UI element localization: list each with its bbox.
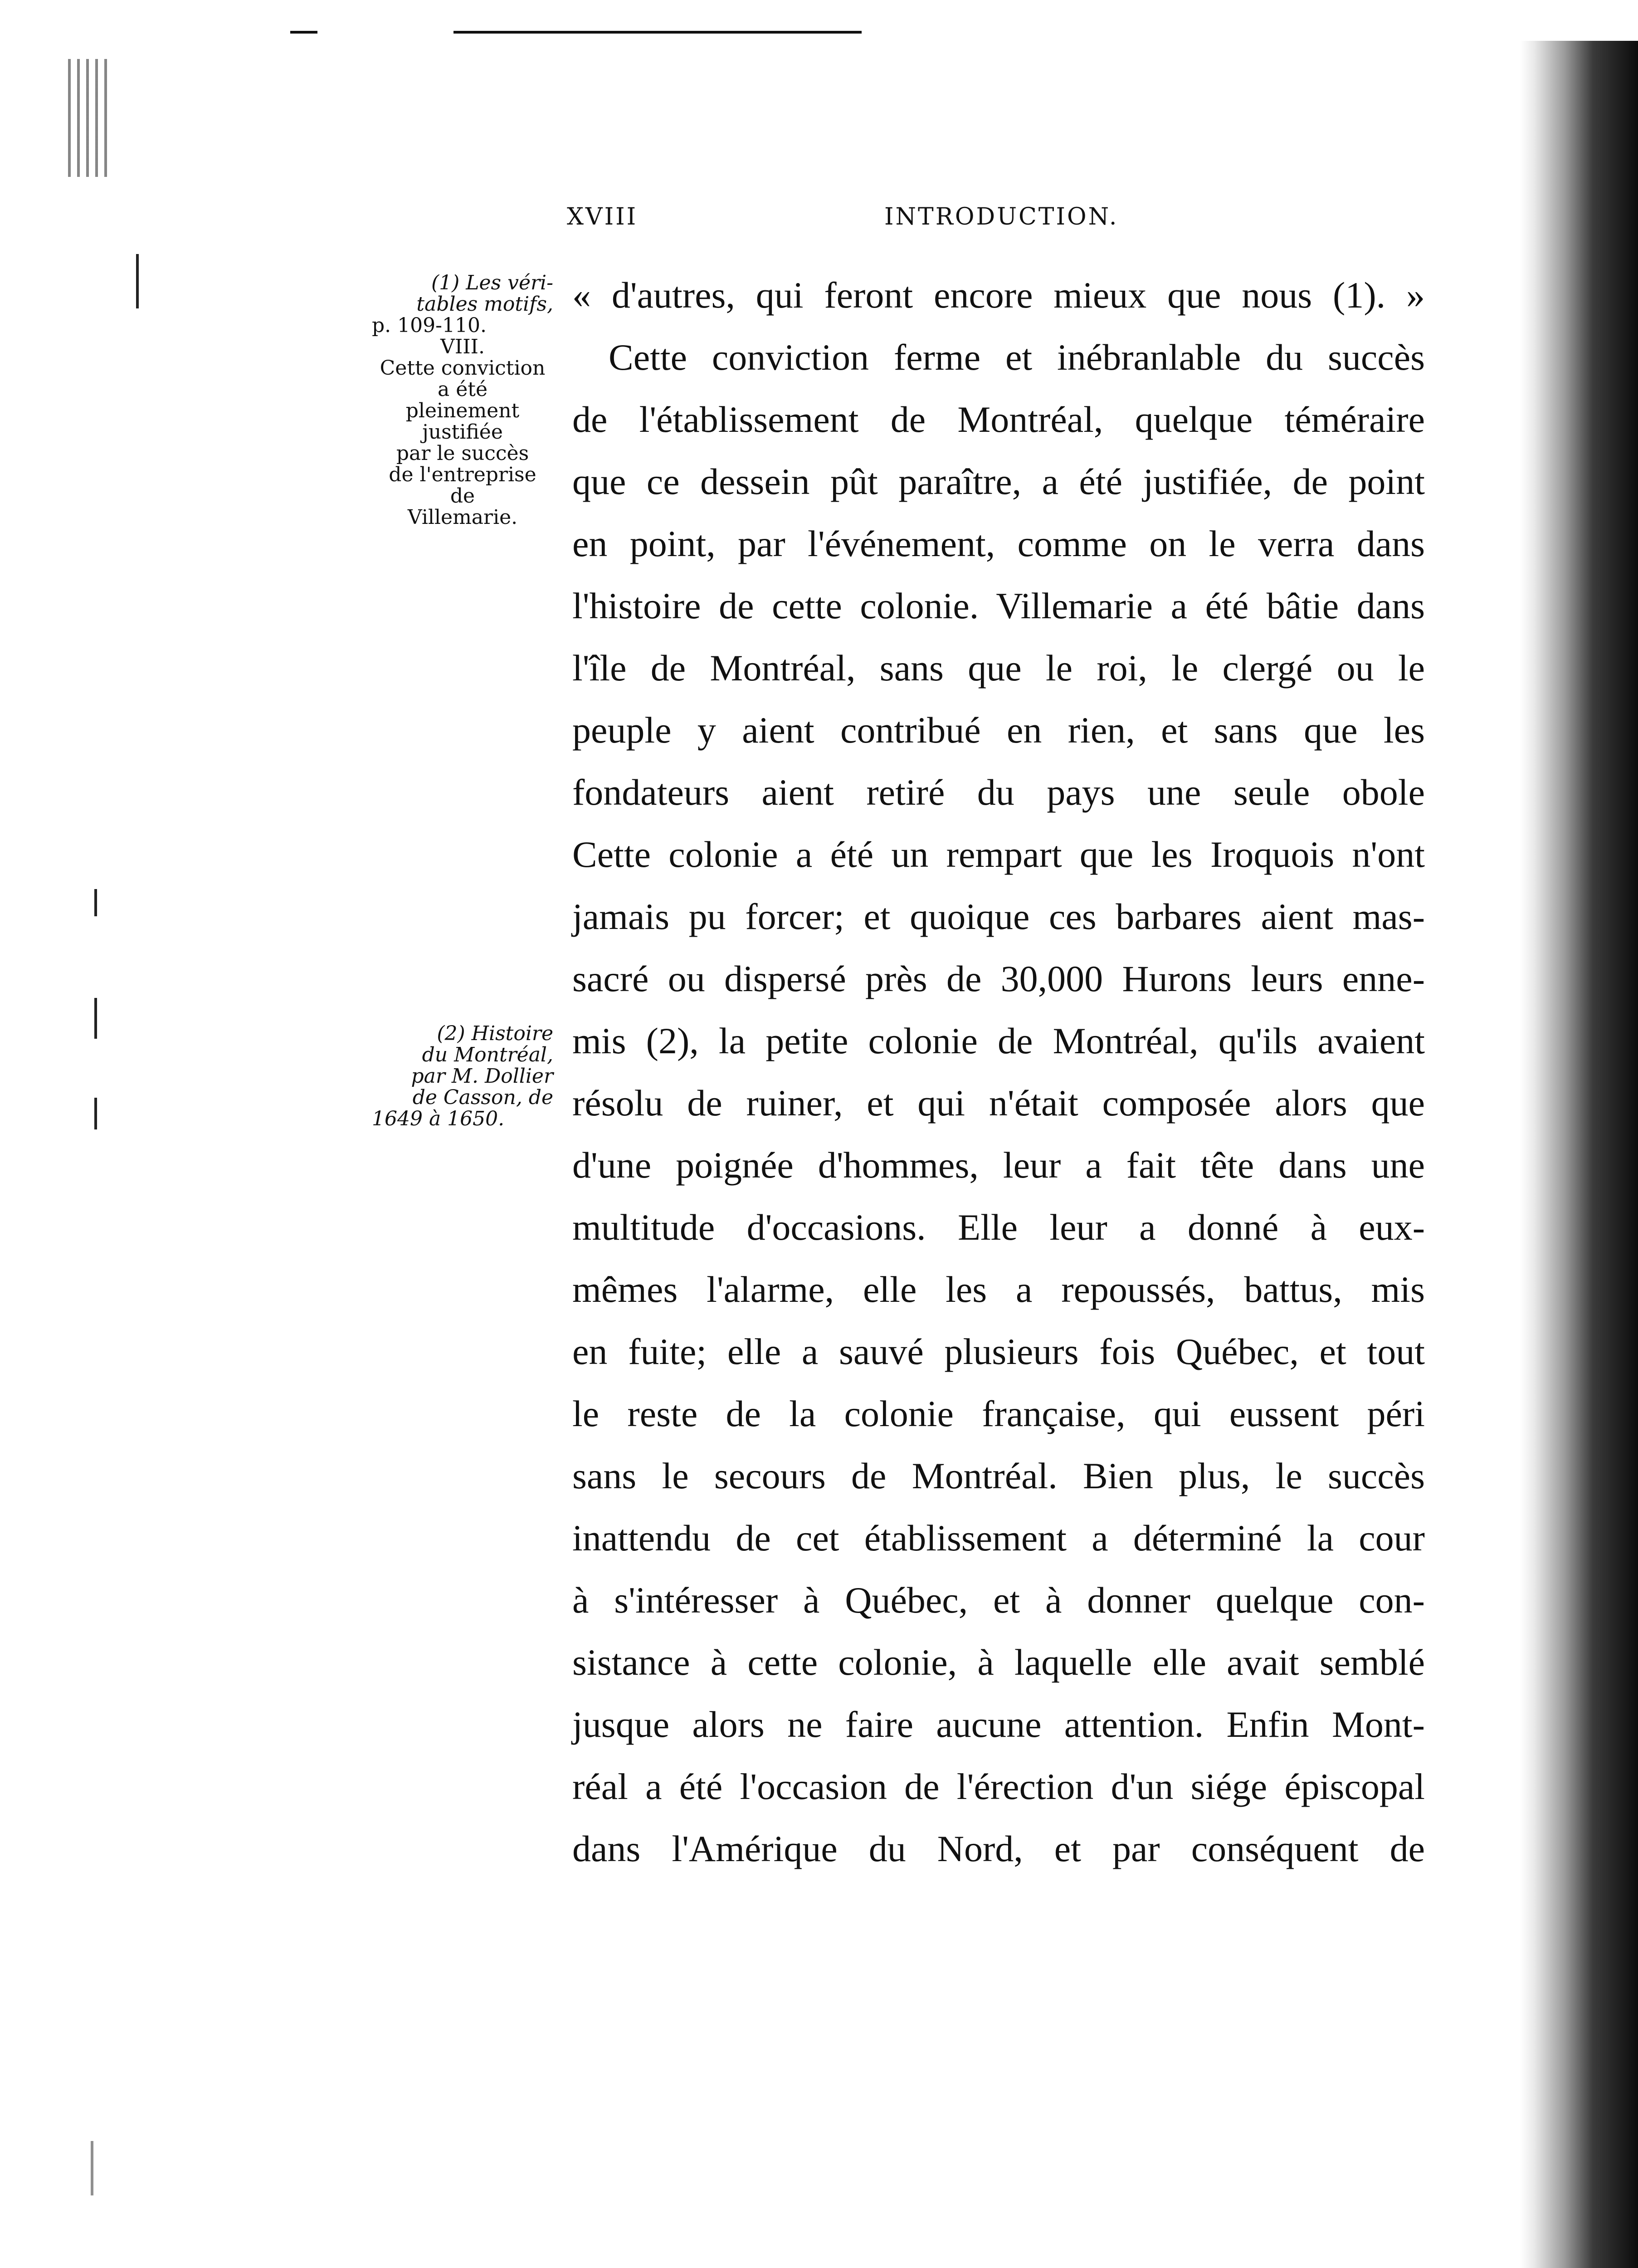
margin-note-line: (2) Histoire: [437, 1022, 553, 1045]
body-line: sans le secours de Montréal. Bien plus, le succès: [572, 1455, 1425, 1496]
body-line: mis (2), la petite colonie de Montréal, qu'ils avaient: [572, 1020, 1425, 1061]
body-line: mêmes l'alarme, elle les a repoussés, battus, mis: [572, 1269, 1425, 1310]
binding-mark: [94, 889, 97, 916]
body-line: inattendu de cet établissement a déterminé la cour: [572, 1517, 1425, 1559]
margin-note-line: pleinement: [405, 399, 520, 422]
margin-note-line: de l'entreprise: [389, 463, 536, 486]
binding-mark: [136, 254, 139, 308]
top-rule-dash: [290, 31, 317, 34]
body-line: jusque alors ne faire aucune attention. Enfin Mont-: [572, 1704, 1425, 1745]
body-text: [572, 264, 1425, 1880]
margin-note-line: a été: [438, 378, 487, 401]
body-line: peuple y aient contribué en rien, et sans que les: [572, 709, 1425, 751]
binding-mark: [94, 998, 97, 1039]
running-header: [567, 203, 1419, 235]
binding-specks: [68, 59, 109, 177]
margin-note-2: [372, 1023, 553, 1129]
body-line: le reste de la colonie française, qui eussent péri: [572, 1393, 1425, 1434]
running-title: INTRODUCTION.: [884, 203, 1119, 230]
margin-note-line: VIII.: [440, 335, 485, 358]
top-rule: [453, 31, 862, 34]
body-line: d'une poignée d'hommes, leur a fait tête dans une: [572, 1144, 1425, 1186]
body-line: résolu de ruiner, et qui n'était composée alors que: [572, 1082, 1425, 1124]
margin-note-line: tables motifs,: [416, 293, 553, 316]
body-line: « d'autres, qui feront encore mieux que nous (1). »: [572, 274, 1425, 316]
margin-note-line: (1) Les véri-: [431, 271, 553, 294]
body-line: Cette colonie a été un rempart que les Iroquois n'ont: [572, 834, 1425, 875]
body-line: l'histoire de cette colonie. Villemarie a été bâtie dans: [572, 585, 1425, 626]
body-line: dans l'Amérique du Nord, et par conséquent de: [572, 1828, 1425, 1869]
body-line: fondateurs aient retiré du pays une seule obole: [572, 772, 1425, 813]
body-line: sistance à cette colonie, à laquelle elle avait semblé: [572, 1642, 1425, 1683]
body-line: à s'intéresser à Québec, et à donner quelque con-: [572, 1579, 1425, 1621]
body-line: de l'établissement de Montréal, quelque téméraire: [572, 399, 1425, 440]
margin-note-line: par le succès: [396, 442, 529, 465]
body-line: l'île de Montréal, sans que le roi, le clergé ou le: [572, 647, 1425, 689]
body-line: que ce dessein pût paraître, a été justifiée, de point: [572, 461, 1425, 502]
body-line: en point, par l'événement, comme on le verra dans: [572, 523, 1425, 564]
margin-note-line: Cette conviction: [380, 357, 546, 380]
margin-note-line: par M. Dollier: [411, 1065, 553, 1088]
margin-note-1: [372, 272, 553, 528]
binding-mark: [91, 2141, 93, 2195]
body-line: réal a été l'occasion de l'érection d'un siége épiscopal: [572, 1766, 1425, 1807]
binding-mark: [94, 1098, 97, 1129]
page-edge-shadow: [1520, 41, 1638, 2268]
margin-note-line: de: [450, 484, 475, 508]
page-number: XVIII: [567, 203, 638, 230]
margin-note-line: du Montréal,: [422, 1043, 553, 1066]
body-line: multitude d'occasions. Elle leur a donné à eux-: [572, 1207, 1425, 1248]
body-line: Cette conviction ferme et inébranlable du succès: [609, 337, 1425, 378]
margin-note-line: de Casson, de: [412, 1086, 553, 1109]
margin-note-line: Villemarie.: [407, 506, 518, 529]
body-line: jamais pu forcer; et quoique ces barbares aient mas-: [572, 896, 1425, 937]
body-line: sacré ou dispersé près de 30,000 Hurons leurs enne-: [572, 958, 1425, 999]
margin-note-line: justifiée: [422, 420, 503, 444]
body-line: en fuite; elle a sauvé plusieurs fois Québec, et tout: [572, 1331, 1425, 1372]
margin-note-line: p. 109-110.: [372, 314, 487, 337]
margin-note-line: 1649 à 1650.: [372, 1107, 505, 1130]
